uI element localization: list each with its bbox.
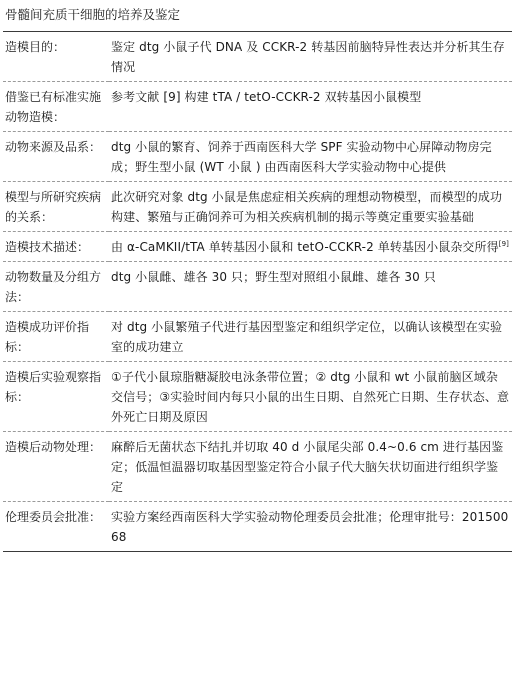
table-row: [3, 312, 512, 362]
row-label: 模型与所研究疾病的关系：: [3, 182, 109, 232]
row-label: 造模目的：: [3, 32, 109, 82]
row-value: dtg 小鼠的繁育、饲养于西南医科大学 SPF 实验动物中心屏障动物房完成；野生型小鼠 (WT 小鼠 ) 由西南医科大学实验动物中心提供: [109, 132, 512, 182]
table-row: [3, 502, 512, 552]
row-value: 麻醉后无菌状态下结扎并切取 40 d 小鼠尾尖部 0.4~0.6 cm 进行基因鉴定；低温恒温器切取基因型鉴定符合小鼠子代大脑矢状切面进行组织学鉴定: [109, 432, 512, 502]
row-value: 实验方案经西南医科大学实验动物伦理委员会批准；伦理审批号：20150068: [109, 502, 512, 552]
document-title: 骨髓间充质干细胞的培养及鉴定: [3, 0, 512, 32]
row-label: 伦理委员会批准：: [3, 502, 109, 552]
table-row: [3, 232, 512, 262]
row-label: 造模后动物处理：: [3, 432, 109, 502]
row-label: 造模技术描述：: [3, 232, 109, 262]
row-value: 对 dtg 小鼠繁殖子代进行基因型鉴定和组织学定位，以确认该模型在实验室的成功建立: [109, 312, 512, 362]
row-value: ①子代小鼠琼脂糖凝胶电泳条带位置；② dtg 小鼠和 wt 小鼠前脑区域杂交信号；③实验时间内每只小鼠的出生日期、自然死亡日期、生存状态、意外死亡日期及原因: [109, 362, 512, 432]
table-row: [3, 132, 512, 182]
row-value: 参考文献 [9] 构建 tTA / tetO-CCKR-2 双转基因小鼠模型: [109, 82, 512, 132]
row-label: 造模成功评价指标：: [3, 312, 109, 362]
table-row: [3, 262, 512, 312]
row-value-with-ref: [109, 232, 512, 262]
table-row: [3, 32, 512, 82]
table-row: [3, 362, 512, 432]
row-label: 动物来源及品系：: [3, 132, 109, 182]
table-row: [3, 432, 512, 502]
row-value-text: 由 α-CaMKII/tTA 单转基因小鼠和 tetO-CCKR-2 单转基因小鼠杂交所得: [111, 240, 499, 254]
table-row: [3, 182, 512, 232]
row-label: 动物数量及分组方法：: [3, 262, 109, 312]
row-value: 此次研究对象 dtg 小鼠是焦虑症相关疾病的理想动物模型，而模型的成功构建、繁殖与正确饲养可为相关疾病机制的揭示等奠定重要实验基础: [109, 182, 512, 232]
table-row: [3, 82, 512, 132]
row-value: 鉴定 dtg 小鼠子代 DNA 及 CCKR-2 转基因前脑特异性表达并分析其生存情况: [109, 32, 512, 82]
specification-table: [3, 32, 512, 552]
row-label: 借鉴已有标准实施动物造模：: [3, 82, 109, 132]
row-value: dtg 小鼠雌、雄各 30 只；野生型对照组小鼠雌、雄各 30 只: [109, 262, 512, 312]
reference-superscript: [9]: [498, 240, 509, 248]
row-label: 造模后实验观察指标：: [3, 362, 109, 432]
